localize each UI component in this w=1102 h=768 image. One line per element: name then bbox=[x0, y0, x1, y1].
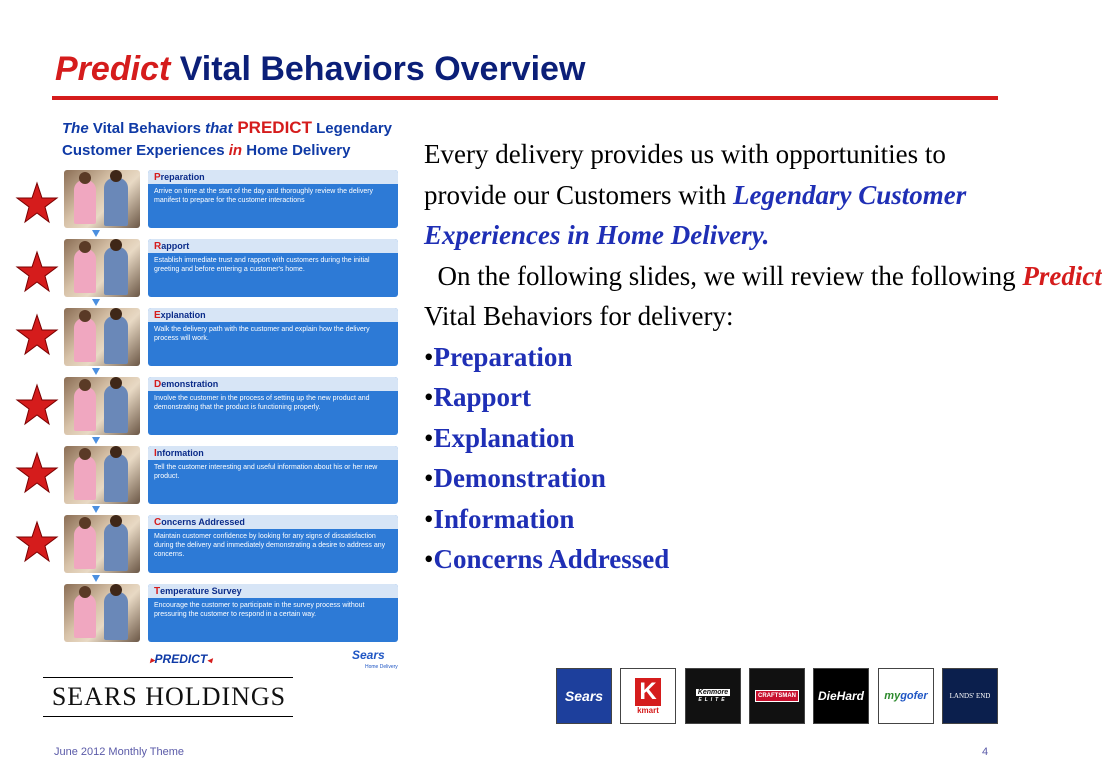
bullet-item: •Preparation bbox=[424, 341, 573, 372]
poster-h2b: Home Delivery bbox=[242, 142, 351, 159]
company-rule-bottom bbox=[43, 716, 293, 717]
intro-predict: Predict bbox=[1022, 260, 1102, 291]
kenmore-text: Kenmore bbox=[697, 689, 729, 696]
flow-arrow bbox=[92, 437, 100, 444]
step-heading bbox=[148, 308, 398, 322]
poster-in: in bbox=[228, 142, 243, 159]
poster-step-concerns bbox=[60, 515, 398, 575]
step-title: emonstration bbox=[161, 379, 219, 389]
red-star-icon bbox=[16, 452, 58, 494]
step-initial: R bbox=[154, 241, 162, 252]
poster-sears-sub: Home Delivery bbox=[365, 664, 398, 670]
step-initial: I bbox=[154, 448, 157, 459]
red-star-icon bbox=[16, 314, 58, 356]
poster-step-rapport bbox=[60, 239, 398, 299]
red-star-icon bbox=[16, 182, 58, 224]
step-photo bbox=[64, 446, 140, 504]
title-divider bbox=[52, 96, 998, 100]
poster-that: that bbox=[205, 120, 233, 137]
red-star-icon bbox=[16, 251, 58, 293]
poster-step-explanation bbox=[60, 308, 398, 368]
step-title: apport bbox=[161, 241, 190, 251]
step-description: Tell the customer interesting and useful information about his or her new product. bbox=[154, 464, 378, 480]
flow-arrow bbox=[92, 575, 100, 582]
company-logo: SEARS HOLDINGS bbox=[51, 682, 287, 711]
step-heading bbox=[148, 170, 398, 184]
step-description: Establish immediate trust and rapport with customers during the initial greeting and before entering a customer's home. bbox=[154, 257, 370, 273]
step-photo bbox=[64, 584, 140, 642]
craftsman-logo bbox=[749, 668, 805, 724]
step-photo bbox=[64, 515, 140, 573]
step-photo bbox=[64, 170, 140, 228]
poster-footer-word: PREDICT bbox=[154, 652, 208, 666]
predict-poster bbox=[60, 112, 400, 672]
craftsman-text: CRAFTSMAN bbox=[755, 690, 799, 702]
intro-part-2: On the following slides, we will review the following bbox=[424, 260, 1023, 291]
step-initial: T bbox=[154, 586, 161, 597]
step-box bbox=[148, 239, 398, 297]
bullet-label: Demonstration bbox=[433, 463, 606, 493]
step-initial: E bbox=[154, 310, 161, 321]
page-number: 4 bbox=[982, 746, 989, 758]
title-predict: Predict bbox=[55, 50, 171, 88]
flow-arrow bbox=[92, 230, 100, 237]
company-rule-top bbox=[43, 677, 293, 678]
poster-footer-left: ▸ bbox=[150, 655, 155, 665]
kmart-text: kmart bbox=[637, 705, 659, 715]
poster-predict-logo bbox=[150, 652, 212, 666]
step-box bbox=[148, 308, 398, 366]
step-photo bbox=[64, 308, 140, 366]
step-initial: D bbox=[154, 379, 162, 390]
step-description: Involve the customer in the process of setting up the new product and demonstrating that the product is functioning properly. bbox=[154, 395, 370, 411]
step-box bbox=[148, 446, 398, 504]
step-title: reparation bbox=[160, 172, 205, 182]
step-heading bbox=[148, 377, 398, 391]
bullet-label: Rapport bbox=[433, 382, 531, 412]
kenmore-sub: ELITE bbox=[698, 697, 728, 703]
bullet-item: •Concerns Addressed bbox=[424, 544, 670, 574]
poster-step-preparation bbox=[60, 170, 398, 230]
kenmore-elite-logo bbox=[685, 668, 741, 724]
step-heading bbox=[148, 515, 398, 529]
step-heading bbox=[148, 584, 398, 598]
step-heading bbox=[148, 239, 398, 253]
step-description: Walk the delivery path with the customer and explain how the delivery process will work. bbox=[154, 326, 370, 342]
body-text bbox=[424, 134, 1102, 580]
step-title: xplanation bbox=[160, 310, 206, 320]
step-box bbox=[148, 377, 398, 435]
poster-step-demonstration bbox=[60, 377, 398, 437]
step-box bbox=[148, 584, 398, 642]
intro-part-1: Every delivery provides us with opportunities to provide our Customers with bbox=[424, 139, 946, 210]
footer-text: June 2012 Monthly Theme bbox=[54, 746, 185, 758]
step-photo bbox=[64, 239, 140, 297]
poster-heading-2 bbox=[62, 142, 350, 159]
step-description: Arrive on time at the start of the day and thoroughly review the delivery manifest to prepare for the customer interactions bbox=[154, 188, 374, 204]
diehard-logo: DieHard bbox=[813, 668, 869, 724]
mygofer-b: gofer bbox=[900, 690, 928, 702]
poster-the: The bbox=[62, 120, 89, 137]
poster-sears-logo: Sears bbox=[352, 648, 385, 662]
poster-h1b: Legendary bbox=[311, 120, 392, 137]
poster-step-information bbox=[60, 446, 398, 506]
mygofer-logo bbox=[878, 668, 934, 724]
bullet-item: •Information bbox=[424, 503, 575, 534]
intro-paragraph bbox=[424, 134, 1102, 337]
step-description: Maintain customer confidence by looking for any signs of dissatisfaction during the delivery and immediately demonstrating a desire to address any concerns. bbox=[154, 533, 386, 558]
step-box bbox=[148, 170, 398, 228]
intro-part-3: Vital Behaviors for delivery: bbox=[424, 301, 734, 331]
step-box bbox=[148, 515, 398, 573]
mygofer-a: my bbox=[884, 690, 901, 702]
poster-footer-right: ◂ bbox=[207, 655, 212, 665]
bullet-label: Explanation bbox=[433, 422, 575, 453]
step-title: nformation bbox=[156, 448, 204, 458]
step-heading bbox=[148, 446, 398, 460]
poster-h2a: Customer Experiences bbox=[62, 142, 229, 159]
bullet-item: •Demonstration bbox=[424, 463, 606, 493]
slide-title bbox=[55, 50, 585, 89]
bullet-item: •Explanation bbox=[424, 422, 575, 453]
bullet-label: Concerns Addressed bbox=[433, 544, 670, 574]
poster-predict: PREDICT bbox=[232, 118, 312, 137]
poster-step-temperature-survey bbox=[60, 584, 398, 644]
flow-arrow bbox=[92, 299, 100, 306]
bullet-label: Preparation bbox=[433, 341, 573, 372]
red-star-icon bbox=[16, 521, 58, 563]
step-title: oncerns Addressed bbox=[161, 517, 245, 527]
bullet-item: •Rapport bbox=[424, 382, 531, 412]
kmart-logo bbox=[620, 668, 676, 724]
bullet-label: Information bbox=[433, 503, 575, 534]
kmart-k: K bbox=[635, 678, 661, 706]
red-star-icon bbox=[16, 384, 58, 426]
flow-arrow bbox=[92, 506, 100, 513]
lands-end-logo: LANDS' END bbox=[942, 668, 998, 724]
flow-arrow bbox=[92, 368, 100, 375]
poster-heading-1 bbox=[62, 118, 392, 138]
title-rest: Vital Behaviors Overview bbox=[170, 50, 586, 88]
step-photo bbox=[64, 377, 140, 435]
step-initial: P bbox=[154, 172, 161, 183]
step-initial: C bbox=[154, 517, 162, 528]
sears-logo: Sears bbox=[556, 668, 612, 724]
step-description: Encourage the customer to participate in the survey process without pressuring the customer to respond in a certain way. bbox=[154, 602, 365, 618]
poster-h1a: Vital Behaviors bbox=[88, 120, 206, 137]
intro-emphasis: Legendary Customer Experiences in Home Delivery. bbox=[424, 179, 967, 250]
step-title: emperature Survey bbox=[160, 586, 242, 596]
